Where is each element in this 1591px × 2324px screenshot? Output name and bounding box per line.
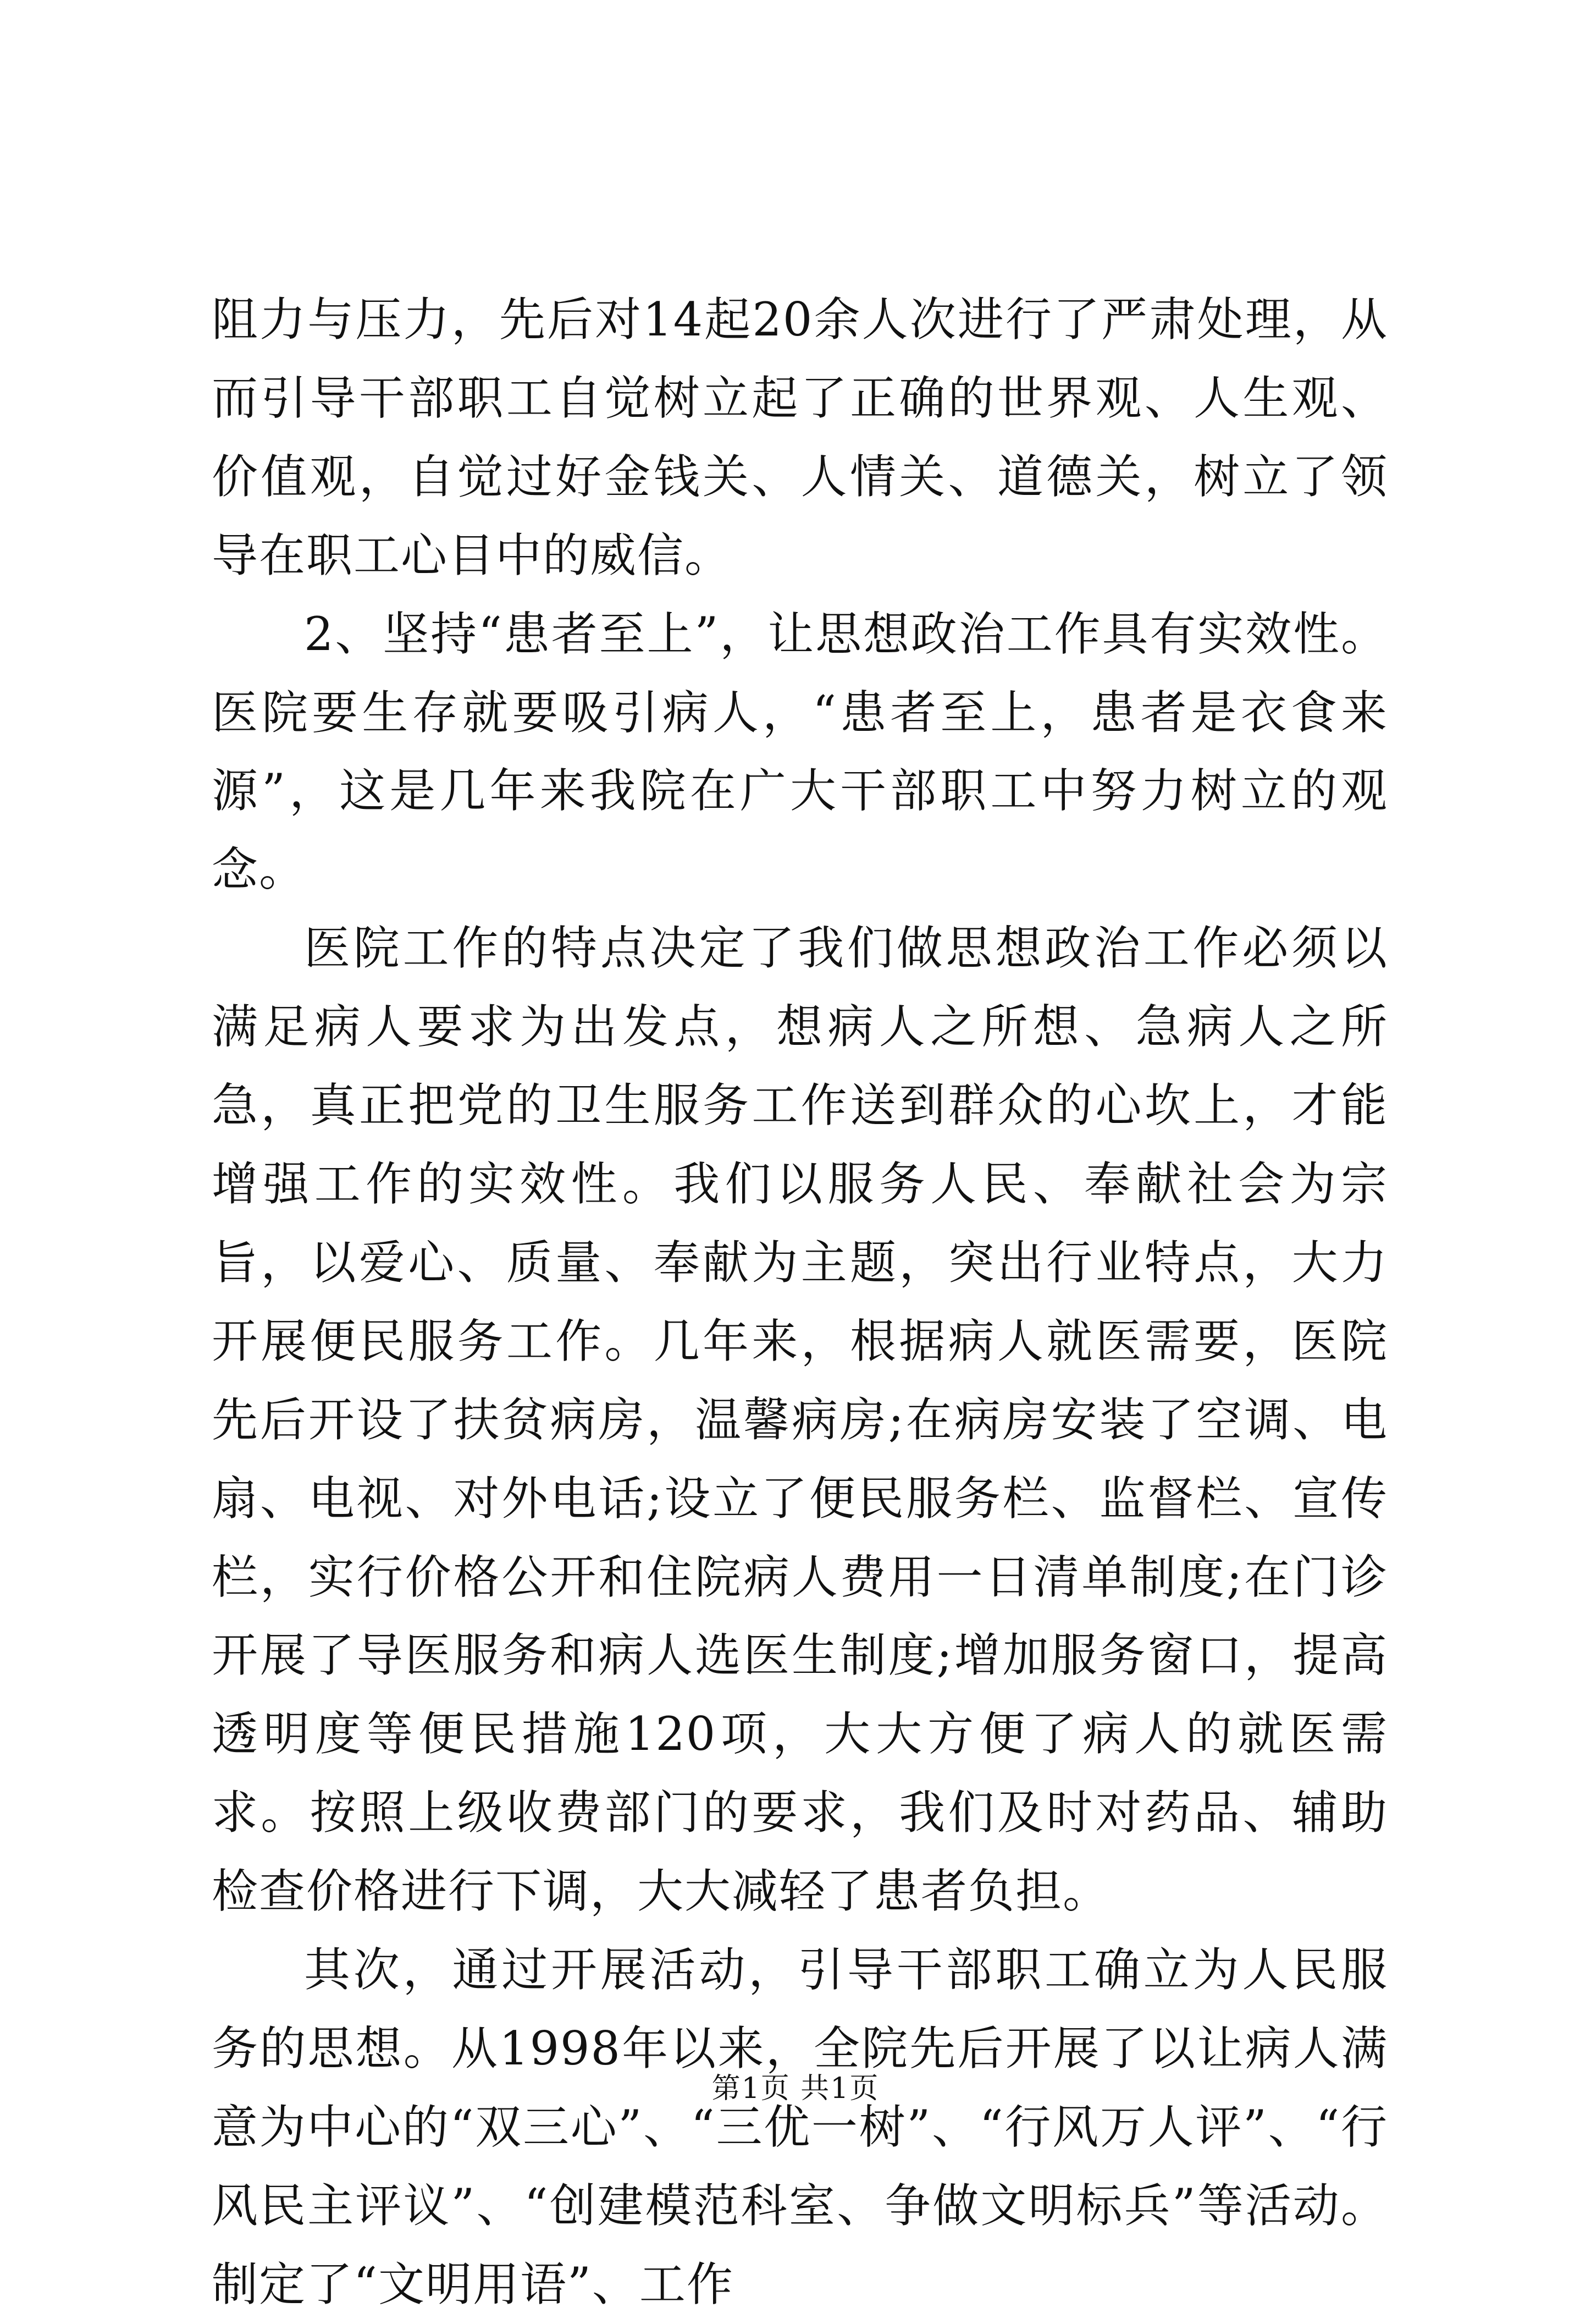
paragraph-4: 其次，通过开展活动，引导干部职工确立为人民服务的思想。从1998年以来，全院先后开展了以让病人满意为中心的“双三心”、“三优一树”、“行风万人评”、“行风民主评议”、“创建模范科室、争做文明标兵”等活动。制定了“文明用语”、工作 (212, 1943, 1388, 2311)
page-footer: 第1页 共1页 (711, 2072, 880, 2105)
document-body (212, 280, 1388, 2324)
paragraph-1: 阻力与压力，先后对14起20余人次进行了严肃处理，从而引导干部职工自觉树立起了正确的世界观、人生观、价值观，自觉过好金钱关、人情关、道德关，树立了领导在职工心目中的威信。 (212, 293, 1388, 582)
paragraph-3: 医院工作的特点决定了我们做思想政治工作必须以满足病人要求为出发点，想病人之所想、急病人之所急，真正把党的卫生服务工作送到群众的心坎上，才能增强工作的实效性。我们以服务人民、奉献社会为宗旨，以爱心、质量、奉献为主题，突出行业特点，大力开展便民服务工作。几年来，根据病人就医需要，医院先后开设了扶贫病房，温馨病房;在病房安装了空调、电扇、电视、对外电话;设立了便民服务栏、监督栏、宣传栏，实行价格公开和住院病人费用一日清单制度;在门诊开展了导医服务和病人选医生制度;增加服务窗口，提高透明度等便民措施120项，大大方便了病人的就医需求。按照上级收费部门的要求，我们及时对药品、辅助检查价格进行下调，大大减轻了患者负担。 (212, 921, 1388, 1919)
paragraph-2: 2、坚持“患者至上”，让思想政治工作具有实效性。医院要生存就要吸引病人，“患者至上，患者是衣食来源”，这是几年来我院在广大干部职工中努力树立的观念。 (212, 607, 1388, 897)
